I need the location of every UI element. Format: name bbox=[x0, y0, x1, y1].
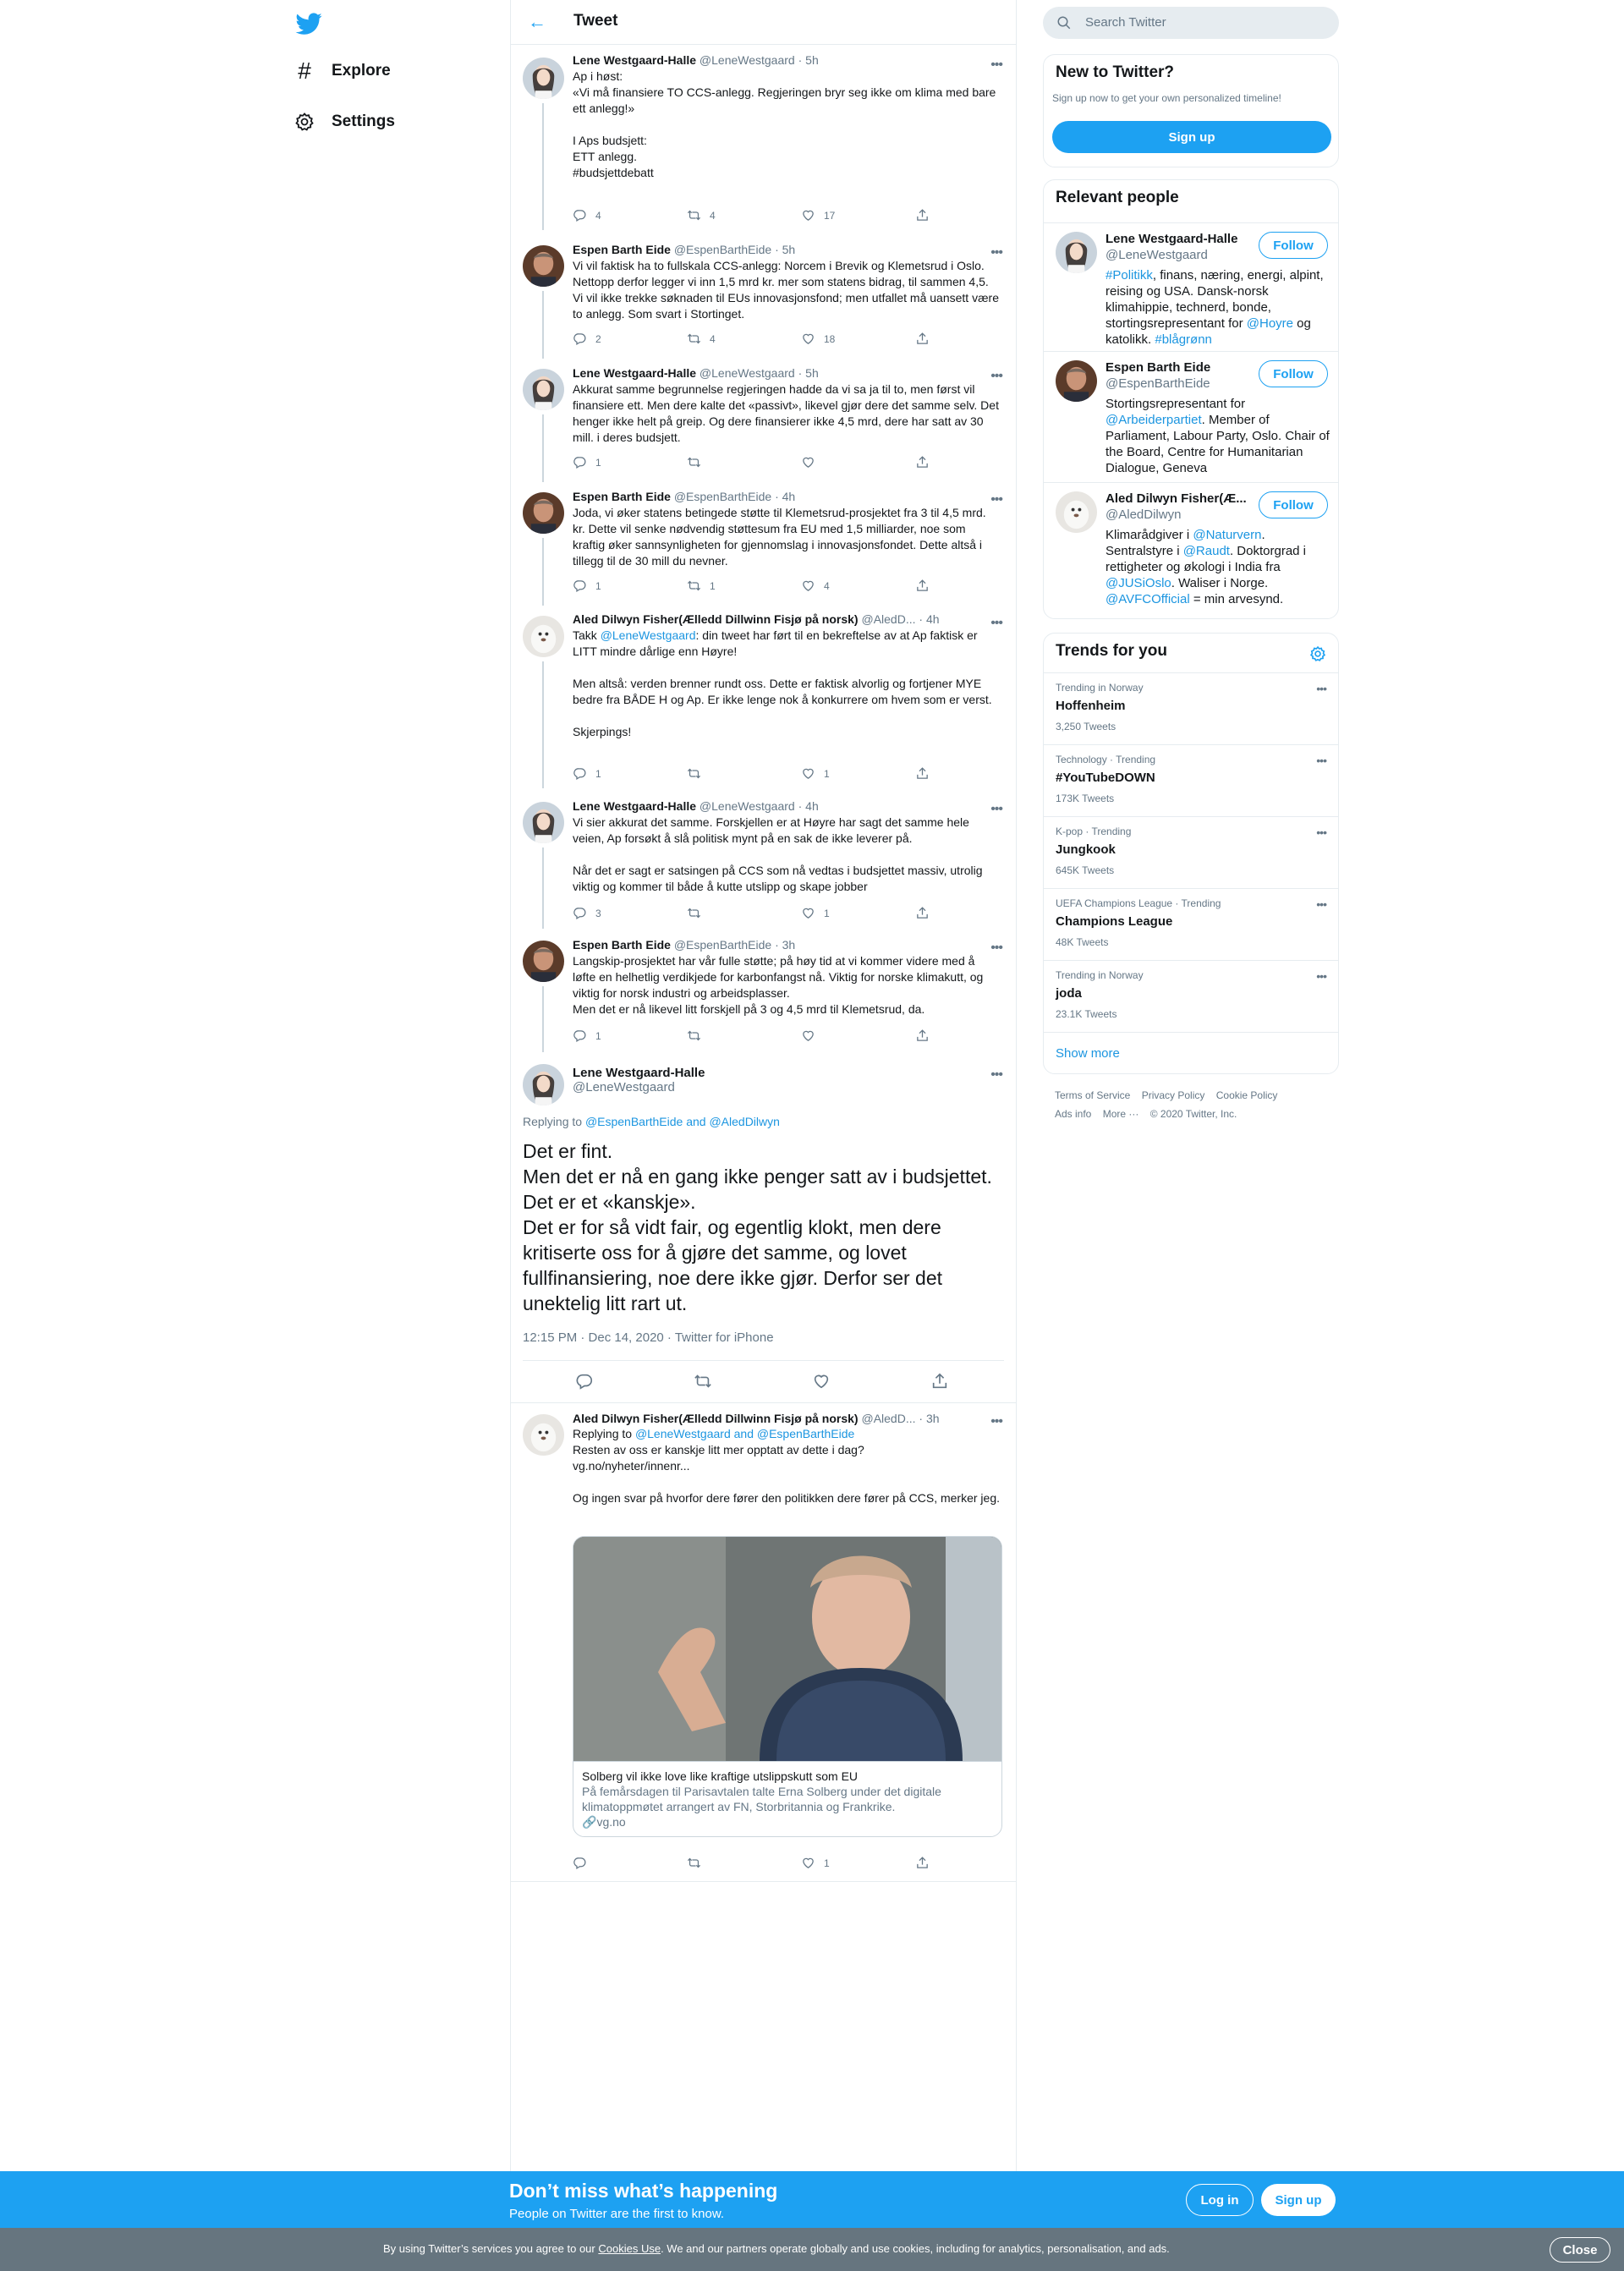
author-name[interactable]: Lene Westgaard-Halle bbox=[573, 1066, 705, 1080]
relevant-people-box bbox=[1043, 179, 1339, 619]
like-button[interactable] bbox=[801, 766, 830, 781]
replying-label: Replying to bbox=[523, 1115, 585, 1128]
retweet-count: 4 bbox=[710, 209, 716, 222]
trend-name: Champions League bbox=[1056, 914, 1173, 929]
thread-line bbox=[542, 986, 544, 1052]
tweet-text-2: Og ingen svar på hvorfor dere fører den politikken dere fører på CCS, merker jeg. bbox=[573, 1491, 1000, 1505]
like-button[interactable] bbox=[801, 332, 835, 346]
reply-icon bbox=[573, 1029, 587, 1043]
trend-count: 3,250 Tweets bbox=[1056, 721, 1116, 732]
person-name[interactable]: Lene Westgaard-Halle bbox=[1106, 232, 1238, 246]
thread-tweet[interactable] bbox=[511, 239, 1016, 357]
cookies-use-link[interactable]: Cookies Use bbox=[598, 2242, 661, 2255]
bio-link[interactable]: @Naturvern bbox=[1193, 528, 1262, 542]
bio-text: = min arvesynd. bbox=[1189, 592, 1284, 606]
replying-to-link[interactable]: @EspenBarthEide and @AledDilwyn bbox=[584, 1115, 780, 1128]
avatar[interactable] bbox=[523, 941, 564, 982]
trend-count: 645K Tweets bbox=[1056, 864, 1115, 876]
follow-button[interactable]: Follow bbox=[1259, 491, 1328, 518]
share-button[interactable] bbox=[915, 332, 938, 346]
retweet-count: 1 bbox=[710, 579, 716, 592]
heart-icon bbox=[801, 1029, 815, 1043]
more-options-icon[interactable]: ••• bbox=[1316, 682, 1326, 695]
tweet-text: Langskip-prosjektet har vår fulle støtte; på høy tid at vi kommer videre med å løfte en helhetlig verdikjede for karbonfangst nå. Viktig for norske klimakutt, og viktig for norsk industri og arbeidsplasser. Men det er nå likevel litt forskjell på 3 og 4,5 mrd til Klemetsrud, da. bbox=[573, 954, 984, 1016]
more-options-icon[interactable]: ••• bbox=[1316, 754, 1326, 767]
card-domain: vg.no bbox=[596, 1815, 626, 1829]
avatar[interactable] bbox=[1056, 360, 1097, 402]
reply-button[interactable] bbox=[573, 1856, 595, 1870]
trend-item[interactable] bbox=[1044, 672, 1339, 744]
tweet-time[interactable]: · 4h bbox=[919, 612, 940, 626]
signup-button[interactable]: Sign up bbox=[1261, 2184, 1336, 2216]
article-image bbox=[573, 1537, 1001, 1761]
trend-context: Technology · Trending bbox=[1056, 754, 1156, 765]
avatar[interactable] bbox=[523, 369, 564, 410]
tweet-time[interactable]: · 5h bbox=[798, 53, 819, 67]
trend-item[interactable] bbox=[1044, 888, 1339, 960]
person-bio bbox=[1106, 267, 1330, 348]
person-handle[interactable]: @EspenBarthEide bbox=[1106, 376, 1210, 391]
trend-count: 173K Tweets bbox=[1056, 793, 1115, 804]
mention-link[interactable]: @LeneWestgaard bbox=[600, 628, 696, 642]
author-handle[interactable]: @AledD... bbox=[861, 612, 916, 626]
heart-icon bbox=[801, 208, 815, 222]
retweet-button[interactable] bbox=[687, 579, 716, 593]
retweet-icon bbox=[687, 455, 701, 469]
thread-line bbox=[542, 103, 544, 230]
banner-subtitle: People on Twitter are the first to know. bbox=[509, 2207, 725, 2221]
bio-text: . Waliser i Norge. bbox=[1171, 576, 1272, 590]
thread-tweet[interactable] bbox=[511, 51, 1016, 228]
trend-name: joda bbox=[1056, 986, 1082, 1001]
share-button[interactable] bbox=[915, 1856, 938, 1870]
retweet-icon bbox=[687, 766, 701, 781]
author-handle[interactable]: @LeneWestgaard bbox=[699, 799, 795, 813]
share-icon bbox=[915, 1029, 930, 1043]
author-handle[interactable]: @AledD... bbox=[861, 1412, 916, 1425]
share-button[interactable] bbox=[915, 766, 938, 781]
person-name[interactable]: Espen Barth Eide bbox=[1106, 360, 1211, 375]
tweet-text: Vi sier akkurat det samme. Forskjellen er at Høyre har sagt det samme hele veien, Ap forsøkt å slå politisk mynt på en sak de ikke leverer på. Når det er sagt er satsingen på CCS som nå vedtas i budsjettet massiv, utrolig viktig og kommer til både å kutte utslipp og skape jobber bbox=[573, 815, 983, 893]
retweet-button[interactable] bbox=[687, 1856, 710, 1870]
author-handle[interactable]: @EspenBarthEide bbox=[673, 243, 772, 256]
retweet-count: 4 bbox=[710, 332, 716, 345]
heart-icon bbox=[801, 455, 815, 469]
author-name[interactable]: Espen Barth Eide bbox=[573, 243, 671, 256]
author-name[interactable]: Espen Barth Eide bbox=[573, 490, 671, 503]
trend-context: Trending in Norway bbox=[1056, 682, 1144, 694]
footer-copyright: © 2020 Twitter, Inc. bbox=[1149, 1108, 1237, 1120]
tweet-time[interactable]: · 4h bbox=[775, 490, 796, 503]
tweet-text: Vi vil faktisk ha to fullskala CCS-anlegg: Norcem i Brevik og Klemetsrud i Oslo. Nettopp derfor legger vi inn 1,5 mrd kr. mer som statens bidrag, til sammen 4,5. Vi vil ikke trekke søknaden til EUs innovasjonsfond; men utfallet må uansett være to anlegg. Som svart i Stortinget. bbox=[573, 259, 1002, 321]
show-more[interactable] bbox=[1044, 1032, 1339, 1074]
footer-links bbox=[1055, 1086, 1286, 1123]
thread-tweet[interactable] bbox=[511, 609, 1016, 787]
bio-link[interactable]: @Hoyre bbox=[1246, 316, 1294, 331]
cookie-text bbox=[383, 2242, 1170, 2255]
like-count: 1 bbox=[824, 907, 830, 919]
reply-count: 3 bbox=[595, 907, 601, 919]
focused-tweet bbox=[511, 1057, 1016, 1404]
author-handle[interactable]: @EspenBarthEide bbox=[673, 938, 772, 952]
reply-tweet[interactable] bbox=[511, 1407, 1016, 1881]
divider bbox=[523, 1360, 1004, 1361]
more-options-icon[interactable]: ••• bbox=[990, 245, 1002, 260]
retweet-icon bbox=[687, 208, 701, 222]
like-count: 1 bbox=[824, 1857, 830, 1869]
author-handle[interactable]: @LeneWestgaard bbox=[699, 366, 795, 380]
thread-line bbox=[542, 661, 544, 788]
hashtag-icon: # bbox=[298, 58, 311, 84]
tweet-timestamp[interactable]: 12:15 PM · Dec 14, 2020 · Twitter for iPhone bbox=[523, 1330, 774, 1345]
thread-line bbox=[542, 414, 544, 482]
trend-context: Trending in Norway bbox=[1056, 969, 1144, 981]
share-icon bbox=[915, 906, 930, 920]
more-options-icon[interactable]: ••• bbox=[1316, 897, 1326, 911]
tweet-time[interactable]: · 5h bbox=[798, 366, 819, 380]
new-to-twitter-title: New to Twitter? bbox=[1056, 63, 1175, 81]
avatar[interactable] bbox=[1056, 491, 1097, 533]
share-button[interactable] bbox=[915, 208, 938, 222]
trend-name: Hoffenheim bbox=[1056, 699, 1126, 713]
relevant-people-title: Relevant people bbox=[1056, 189, 1179, 206]
reply-button[interactable] bbox=[573, 455, 601, 469]
divider bbox=[511, 1881, 1016, 1882]
retweet-icon bbox=[687, 332, 701, 346]
reply-button[interactable] bbox=[573, 906, 601, 920]
author-handle[interactable]: @LeneWestgaard bbox=[699, 53, 795, 67]
cookie-bar bbox=[0, 2228, 1624, 2271]
retweet-button[interactable] bbox=[687, 332, 716, 346]
thread-line bbox=[542, 848, 544, 929]
like-button[interactable] bbox=[801, 1029, 824, 1043]
more-options-icon[interactable]: ••• bbox=[990, 1067, 1002, 1082]
author-name[interactable]: Lene Westgaard-Halle bbox=[573, 53, 697, 67]
reply-button[interactable] bbox=[573, 766, 601, 781]
card-title: Solberg vil ikke love like kraftige utslippskutt som EU bbox=[582, 1769, 859, 1783]
hashtag-link[interactable]: #budsjettdebatt bbox=[573, 166, 654, 179]
thread-tweet[interactable] bbox=[511, 485, 1016, 604]
thread-tweet[interactable] bbox=[511, 795, 1016, 926]
retweet-icon bbox=[687, 579, 701, 593]
heart-icon bbox=[801, 1856, 815, 1870]
search-icon bbox=[1056, 15, 1072, 30]
heart-icon[interactable] bbox=[812, 1372, 831, 1391]
nav-settings-label: Settings bbox=[332, 112, 395, 130]
bio-link[interactable]: @AVFCOfficial bbox=[1106, 592, 1190, 606]
bio-text: . Member of Parliament, Labour Party, Oslo. Chair of the Board, Centre for Humanitarian Dialogue, Geneva bbox=[1106, 413, 1334, 475]
sidebar-signup-button[interactable]: Sign up bbox=[1052, 121, 1331, 153]
bio-link[interactable]: #Politikk bbox=[1106, 268, 1153, 283]
bio-text: . Doktorgrad i rettigheter og økologi i India fra bbox=[1106, 544, 1310, 574]
thread-line bbox=[542, 291, 544, 359]
trend-item[interactable] bbox=[1044, 816, 1339, 888]
trend-context: K-pop · Trending bbox=[1056, 826, 1132, 837]
person-bio bbox=[1106, 396, 1334, 476]
more-options-icon[interactable]: ••• bbox=[990, 1414, 1002, 1429]
avatar[interactable] bbox=[523, 802, 564, 843]
trend-context: UEFA Champions League · Trending bbox=[1056, 897, 1221, 909]
trends-box bbox=[1043, 633, 1339, 1074]
trend-count: 23.1K Tweets bbox=[1056, 1008, 1117, 1020]
divider bbox=[511, 1402, 1016, 1403]
share-icon bbox=[915, 455, 930, 469]
tweet-text: Ap i høst: «Vi må finansiere TO CCS-anlegg. Regjeringen bryr seg ikke om klima med bare ett anlegg!» I Aps budsjett: ETT anlegg. bbox=[573, 69, 996, 163]
author-handle[interactable]: @EspenBarthEide bbox=[673, 490, 772, 503]
like-count: 17 bbox=[824, 209, 836, 222]
reply-button[interactable] bbox=[573, 1029, 601, 1043]
retweet-button[interactable] bbox=[687, 906, 710, 920]
bio-text: Klimarådgiver i bbox=[1106, 528, 1193, 542]
reply-count: 1 bbox=[595, 767, 601, 780]
heart-icon bbox=[801, 332, 815, 346]
bio-link[interactable]: @Arbeiderpartiet bbox=[1106, 413, 1202, 427]
bio-text: Stortingsrepresentant for bbox=[1106, 397, 1249, 411]
more-options-icon[interactable]: ••• bbox=[1316, 826, 1326, 839]
avatar[interactable] bbox=[523, 492, 564, 534]
footer-more-link[interactable]: More ··· bbox=[1102, 1108, 1139, 1120]
heart-icon bbox=[801, 766, 815, 781]
reply-icon bbox=[573, 455, 587, 469]
tweet-text: : din tweet har ført til en bekreftelse av at Ap faktisk er LITT mindre dårlige enn Høyre! Men altså: verden brenner rundt oss. Dette er faktisk alvorlig og fortjener MYE bedre fra BÅDE H og Ap. Er ikke lenge nok å konkurrere om hvem som er verst. Skjerpings! bbox=[573, 628, 992, 738]
gear-icon[interactable] bbox=[1309, 645, 1326, 662]
tweet-time[interactable]: · 4h bbox=[798, 799, 819, 813]
reply-button[interactable] bbox=[573, 579, 601, 593]
reply-icon bbox=[573, 579, 587, 593]
share-icon bbox=[915, 766, 930, 781]
reply-button[interactable] bbox=[573, 332, 601, 346]
author-name[interactable]: Lene Westgaard-Halle bbox=[573, 799, 697, 813]
reply-count: 1 bbox=[595, 456, 601, 469]
share-icon bbox=[915, 1856, 930, 1870]
bio-text: og katolikk. bbox=[1106, 316, 1315, 347]
retweet-button[interactable] bbox=[687, 1029, 710, 1043]
like-button[interactable] bbox=[801, 579, 830, 593]
tweet-time[interactable]: · 3h bbox=[919, 1412, 940, 1425]
bio-link[interactable]: @Raudt bbox=[1182, 544, 1230, 558]
heart-icon bbox=[801, 579, 815, 593]
bio-link[interactable]: @JUSiOslo bbox=[1106, 576, 1171, 590]
more-options-icon[interactable]: ••• bbox=[990, 616, 1002, 630]
like-button[interactable] bbox=[801, 906, 830, 920]
signup-banner bbox=[0, 2171, 1624, 2228]
new-to-twitter-subtitle: Sign up now to get your own personalized timeline! bbox=[1052, 92, 1281, 104]
search-placeholder: Search Twitter bbox=[1085, 15, 1166, 30]
heart-icon bbox=[801, 906, 815, 920]
retweet-button[interactable] bbox=[687, 766, 710, 781]
bio-text: , finans, næring, energi, alpint, reising og USA. Dansk-norsk klimahippie, technerd, bonde, stortingsrepresentant for bbox=[1106, 268, 1327, 331]
tweet-column bbox=[511, 0, 1016, 1869]
avatar[interactable] bbox=[1056, 232, 1097, 273]
column-header bbox=[511, 0, 1016, 45]
tweet-text: Joda, vi øker statens betingede støtte til Klemetsrud-prosjektet fra 3 til 4,5 mrd. kr. Dette vil senke nødvendig støttesum fra EU med 1,5 milliarder, noe som kraftig øker sannsynligheten for gjennomslag i innovasjonsfondet. Dette altså i tillegg til de 30 mill du nevner. bbox=[573, 506, 990, 568]
reply-icon[interactable] bbox=[575, 1372, 594, 1391]
more-options-icon[interactable]: ••• bbox=[990, 802, 1002, 816]
person-card[interactable] bbox=[1044, 222, 1339, 351]
login-button[interactable]: Log in bbox=[1186, 2184, 1254, 2216]
follow-button[interactable]: Follow bbox=[1259, 232, 1328, 259]
nav-settings[interactable] bbox=[293, 105, 395, 139]
share-button[interactable] bbox=[915, 455, 938, 469]
trend-item[interactable] bbox=[1044, 960, 1339, 1032]
more-options-icon[interactable]: ••• bbox=[990, 369, 1002, 383]
thread-tweet[interactable] bbox=[511, 362, 1016, 480]
show-more-link[interactable]: Show more bbox=[1056, 1046, 1120, 1061]
nav-explore[interactable] bbox=[293, 54, 391, 88]
link-card[interactable] bbox=[573, 1536, 1002, 1837]
more-options-icon[interactable]: ••• bbox=[990, 492, 1002, 507]
bio-text: . Sentralstyre i bbox=[1106, 528, 1269, 558]
author-handle[interactable]: @LeneWestgaard bbox=[573, 1080, 675, 1094]
person-card[interactable] bbox=[1044, 351, 1339, 482]
cookie-text-pre: By using Twitter’s services you agree to our bbox=[383, 2242, 599, 2255]
person-card[interactable] bbox=[1044, 482, 1339, 619]
card-description: På femårsdagen til Parisavtalen talte Erna Solberg under det digitale klimatoppmøtet arrangert av FN, Storbritannia og Frankrike. bbox=[582, 1785, 941, 1813]
focused-tweet-text: Det er fint. Men det er nå en gang ikke penger satt av i budsjettet. Det er et «kanskje». Det er for så vidt fair, og egentlig klokt, men dere kritiserte oss for å gjøre det samme, og lovet fullfinansiering, noe dere ikke gjør. Derfor ser det unektelig litt rart ut. bbox=[523, 1140, 992, 1314]
follow-button[interactable]: Follow bbox=[1259, 360, 1328, 387]
url-link[interactable]: vg.no/nyheter/innenr... bbox=[573, 1459, 690, 1473]
avatar[interactable] bbox=[523, 1414, 564, 1456]
trend-name: Jungkook bbox=[1056, 842, 1116, 857]
twitter-logo-icon[interactable] bbox=[293, 10, 325, 39]
author-name[interactable]: Espen Barth Eide bbox=[573, 938, 671, 952]
reply-button[interactable] bbox=[573, 208, 601, 222]
tweet-time[interactable]: · 5h bbox=[775, 243, 796, 256]
author-name[interactable]: Aled Dilwyn Fisher(Ælledd Dillwinn Fisjø på norsk) bbox=[573, 1412, 859, 1425]
back-arrow-icon[interactable]: ← bbox=[528, 11, 546, 32]
like-button[interactable] bbox=[801, 455, 824, 469]
footer-privacy-link[interactable]: Privacy Policy bbox=[1141, 1089, 1205, 1101]
avatar[interactable] bbox=[523, 1064, 564, 1105]
share-icon bbox=[915, 579, 930, 593]
footer-terms-link[interactable]: Terms of Service bbox=[1055, 1089, 1131, 1101]
more-options-icon[interactable]: ••• bbox=[1316, 969, 1326, 983]
tweet-text: Akkurat samme begrunnelse regjeringen hadde da vi sa ja til to, men først vil finansiere ett. Men dere kalte det «passivt», likevel gjør dere det samme selv. Det henger ikke helt på greip. Og dere finansierer ikke 4,5 mrd, dere har satt av 30 mill. i deres budsjett. bbox=[573, 382, 1002, 444]
like-button[interactable] bbox=[801, 1856, 830, 1870]
replying-to-link[interactable]: @LeneWestgaard and @EspenBarthEide bbox=[634, 1427, 855, 1440]
retweet-button[interactable] bbox=[687, 455, 710, 469]
bio-link[interactable]: #blågrønn bbox=[1155, 332, 1212, 347]
person-handle[interactable]: @AledDilwyn bbox=[1106, 507, 1182, 522]
nav-explore-label: Explore bbox=[332, 62, 391, 80]
thread-tweet[interactable] bbox=[511, 934, 1016, 1052]
footer-ads-link[interactable]: Ads info bbox=[1055, 1108, 1092, 1120]
thread-line bbox=[542, 538, 544, 606]
author-name[interactable]: Aled Dilwyn Fisher(Ælledd Dillwinn Fisjø på norsk) bbox=[573, 612, 859, 626]
gear-icon bbox=[293, 110, 316, 134]
share-button[interactable] bbox=[915, 579, 938, 593]
reply-icon bbox=[573, 208, 587, 222]
reply-count: 2 bbox=[595, 332, 601, 345]
focused-actions bbox=[511, 1370, 1016, 1396]
share-icon bbox=[915, 332, 930, 346]
reply-count: 1 bbox=[595, 1029, 601, 1042]
column-border-right bbox=[1016, 0, 1017, 2171]
tweet-text: Resten av oss er kanskje litt mer opptatt av dette i dag? bbox=[573, 1443, 864, 1456]
tweet-time[interactable]: · 3h bbox=[775, 938, 796, 952]
avatar[interactable] bbox=[523, 245, 564, 287]
trends-title: Trends for you bbox=[1056, 642, 1167, 660]
share-button[interactable] bbox=[915, 906, 938, 920]
like-count: 18 bbox=[824, 332, 836, 345]
person-name[interactable]: Aled Dilwyn Fisher(Æ... bbox=[1106, 491, 1247, 506]
trend-name: #YouTubeDOWN bbox=[1056, 771, 1155, 785]
share-icon[interactable] bbox=[930, 1372, 949, 1391]
retweet-button[interactable] bbox=[687, 208, 716, 222]
like-count: 1 bbox=[824, 767, 830, 780]
reply-icon bbox=[573, 332, 587, 346]
person-bio bbox=[1106, 527, 1330, 607]
reply-icon bbox=[573, 766, 587, 781]
person-handle[interactable]: @LeneWestgaard bbox=[1106, 248, 1208, 262]
cookie-text-post: . We and our partners operate globally and use cookies, including for analytics, personalisation, and ads. bbox=[661, 2242, 1170, 2255]
like-count: 4 bbox=[824, 579, 830, 592]
link-icon: 🔗 bbox=[582, 1815, 597, 1829]
trend-item[interactable] bbox=[1044, 744, 1339, 816]
footer-cookie-link[interactable]: Cookie Policy bbox=[1215, 1089, 1278, 1101]
new-to-twitter-box bbox=[1043, 54, 1339, 167]
reply-icon bbox=[573, 906, 587, 920]
more-options-icon[interactable]: ••• bbox=[990, 58, 1002, 72]
page-title: Tweet bbox=[573, 12, 618, 30]
tweet-text-prefix: Takk bbox=[573, 628, 601, 642]
avatar[interactable] bbox=[523, 616, 564, 657]
reply-count: 4 bbox=[595, 209, 601, 222]
retweet-icon bbox=[687, 906, 701, 920]
close-button[interactable]: Close bbox=[1550, 2237, 1610, 2263]
reply-icon bbox=[573, 1856, 587, 1870]
retweet-icon[interactable] bbox=[694, 1372, 712, 1391]
avatar[interactable] bbox=[523, 58, 564, 99]
search-input[interactable] bbox=[1043, 7, 1339, 39]
banner-headline: Don’t miss what’s happening bbox=[509, 2180, 778, 2202]
replying-label: Replying to bbox=[573, 1427, 635, 1440]
retweet-icon bbox=[687, 1856, 701, 1870]
trend-count: 48K Tweets bbox=[1056, 936, 1109, 948]
author-name[interactable]: Lene Westgaard-Halle bbox=[573, 366, 697, 380]
reply-count: 1 bbox=[595, 579, 601, 592]
retweet-icon bbox=[687, 1029, 701, 1043]
share-icon bbox=[915, 208, 930, 222]
like-button[interactable] bbox=[801, 208, 835, 222]
share-button[interactable] bbox=[915, 1029, 938, 1043]
more-options-icon[interactable]: ••• bbox=[990, 941, 1002, 955]
